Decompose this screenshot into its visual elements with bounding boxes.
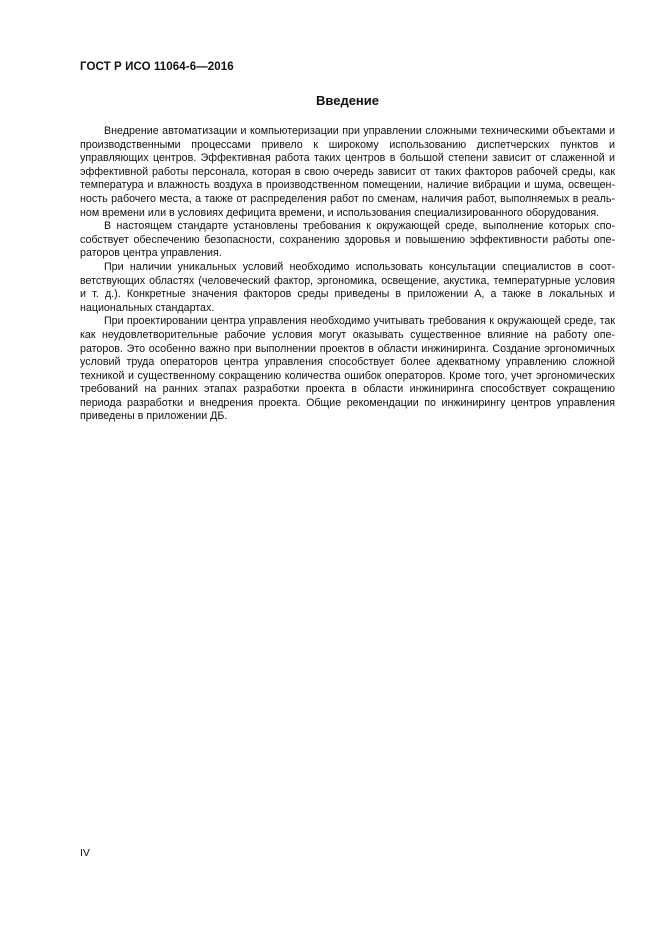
- section-title: Введение: [316, 93, 379, 108]
- paragraph: В настоящем стандарте установлены требования к окружающей среде, выполнение которых способствует обеспечению безопасности, сохранению здоровья и повышению эффективности работы операторов центра управления.: [80, 220, 615, 260]
- paragraph: При проектировании центра управления необходимо учитывать требования к окружающей среде, так как неудовлетворительные рабочие условия могут оказывать существенное влияние на работу операторов. Это особенно важно при выполнении проектов в области инжиниринга. Создание эргономичных условий труда операторов центра управления способствует более адекватному управлению сложной техникой и существенному сокращению количества ошибок операторов. Кроме того, учет эргономических требований на ранних этапах разработки проекта в области инжиниринга способствует сокращению периода разработки и внедрения проекта. Общие рекомендации по инжинирингу центров управления приведены в приложении ДБ.: [80, 315, 615, 423]
- paragraph: При наличии уникальных условий необходимо использовать консультации специалистов в соответствующих областях (человеческий фактор, эргономика, освещение, акустика, температурные условия и т. д.). Конкретные значения факторов среды приведены в приложении А, а также в локальных и национальных стандартах.: [80, 260, 615, 314]
- paragraph: Внедрение автоматизации и компьютеризации при управлении сложными техническими объектами и производственными процессами привело к широкому использованию диспетчерских пунктов и управляющих центров. Эффективная работа таких центров в большой степени зависит от слаженной и эффективной работы персонала, которая в свою очередь зависит от таких факторов рабочей среды, как температура и влажность воздуха в производственном помещении, наличие вибрации и шума, освещенность рабочего места, а также от распределения работ по сменам, наличия работ, выполняемых в реальном времени или в условиях дефицита времени, и использования специализированного оборудования.: [80, 125, 615, 219]
- introduction-body: [80, 125, 615, 424]
- page-number: IV: [80, 847, 90, 859]
- document-code-header: ГОСТ Р ИСО 11064-6—2016: [80, 61, 234, 73]
